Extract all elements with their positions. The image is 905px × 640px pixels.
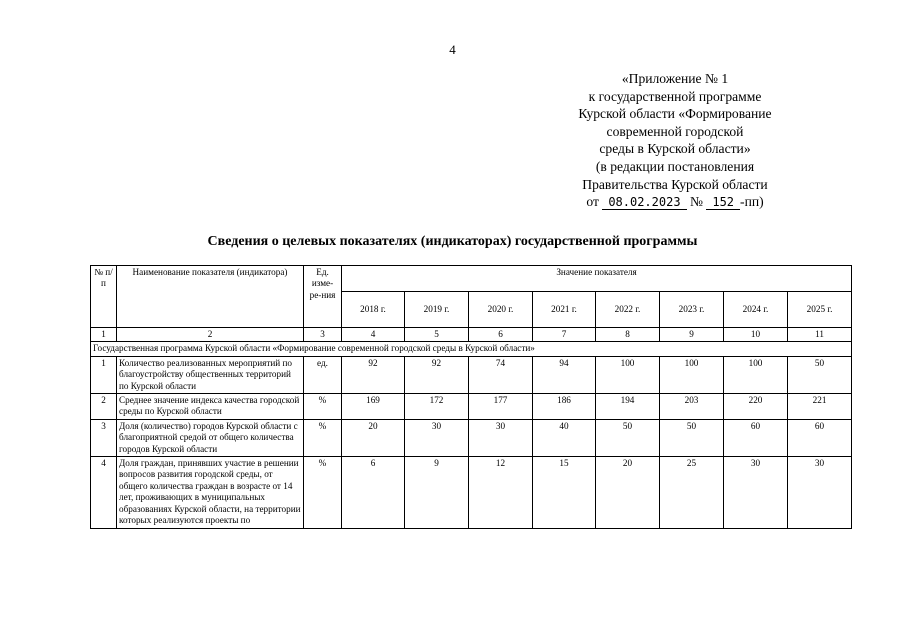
table-row bbox=[91, 419, 852, 456]
appendix-line: (в редакции постановления bbox=[595, 158, 755, 174]
appendix-line: среды в Курской области» bbox=[599, 141, 751, 157]
row-value: 30 bbox=[469, 419, 533, 456]
row-value: 60 bbox=[788, 419, 852, 456]
header-unit: Ед. изме-ре-ния bbox=[304, 266, 342, 328]
header-value-group: Значение показателя bbox=[342, 266, 852, 292]
program-row bbox=[91, 342, 852, 356]
row-value: 177 bbox=[469, 394, 533, 420]
row-value: 203 bbox=[660, 394, 724, 420]
column-number: 6 bbox=[469, 328, 533, 342]
column-number: 1 bbox=[91, 328, 117, 342]
row-value: 25 bbox=[660, 457, 724, 528]
row-num: 4 bbox=[91, 457, 117, 528]
appendix-line: современной городской bbox=[606, 123, 744, 139]
row-num: 1 bbox=[91, 356, 117, 393]
row-unit: % bbox=[304, 457, 342, 528]
header-year: 2020 г. bbox=[469, 292, 533, 328]
row-value: 74 bbox=[469, 356, 533, 393]
column-number: 10 bbox=[724, 328, 788, 342]
row-unit: ед. bbox=[304, 356, 342, 393]
appendix-line: Курской области «Формирование bbox=[578, 106, 772, 122]
row-value: 169 bbox=[342, 394, 405, 420]
row-value: 221 bbox=[788, 394, 852, 420]
row-num: 2 bbox=[91, 394, 117, 420]
row-name: Среднее значение индекса качества городской среды по Курской области bbox=[117, 394, 304, 420]
column-number: 9 bbox=[660, 328, 724, 342]
column-numbers-row bbox=[91, 328, 852, 342]
row-value: 50 bbox=[596, 419, 660, 456]
header-name: Наименование показателя (индикатора) bbox=[117, 266, 304, 328]
row-value: 15 bbox=[533, 457, 596, 528]
appendix-block bbox=[560, 70, 790, 212]
appendix-line: «Приложение № 1 bbox=[621, 71, 729, 86]
number-prefix: № bbox=[689, 194, 703, 210]
row-unit: % bbox=[304, 419, 342, 456]
row-name: Количество реализованных мероприятий по благоустройству общественных территорий по Курской области bbox=[117, 356, 304, 393]
column-number: 11 bbox=[788, 328, 852, 342]
row-num: 3 bbox=[91, 419, 117, 456]
row-value: 194 bbox=[596, 394, 660, 420]
row-value: 9 bbox=[405, 457, 469, 528]
row-value: 100 bbox=[596, 356, 660, 393]
row-value: 50 bbox=[660, 419, 724, 456]
header-year: 2023 г. bbox=[660, 292, 724, 328]
program-title: Государственная программа Курской области «Формирование современной городской среды в Курской области» bbox=[91, 342, 852, 356]
table-row bbox=[91, 457, 852, 528]
column-number: 7 bbox=[533, 328, 596, 342]
page-number: 4 bbox=[449, 42, 456, 57]
number-value: 152 bbox=[706, 195, 740, 210]
column-number: 8 bbox=[596, 328, 660, 342]
row-value: 6 bbox=[342, 457, 405, 528]
row-value: 92 bbox=[342, 356, 405, 393]
header-year: 2018 г. bbox=[342, 292, 405, 328]
row-value: 12 bbox=[469, 457, 533, 528]
row-value: 92 bbox=[405, 356, 469, 393]
header-year: 2022 г. bbox=[596, 292, 660, 328]
row-value: 20 bbox=[596, 457, 660, 528]
row-name: Доля (количество) городов Курской области с благоприятной средой от общего количества городов Курской области bbox=[117, 419, 304, 456]
row-value: 220 bbox=[724, 394, 788, 420]
header-year: 2021 г. bbox=[533, 292, 596, 328]
date-prefix: от bbox=[586, 194, 599, 210]
row-value: 30 bbox=[788, 457, 852, 528]
row-value: 186 bbox=[533, 394, 596, 420]
header-num: № п/п bbox=[91, 266, 117, 328]
column-number: 5 bbox=[405, 328, 469, 342]
appendix-date-line bbox=[560, 193, 790, 212]
row-value: 40 bbox=[533, 419, 596, 456]
row-value: 30 bbox=[405, 419, 469, 456]
row-name: Доля граждан, принявших участие в решении вопросов развития городской среды, от общего количества граждан в возрасте от 14 лет, проживающих в муниципальных образованиях Курской области, на территории которых реализуются проекты по bbox=[117, 457, 304, 528]
row-value: 60 bbox=[724, 419, 788, 456]
column-number: 2 bbox=[117, 328, 304, 342]
row-unit: % bbox=[304, 394, 342, 420]
date-value: 08.02.2023 bbox=[602, 195, 686, 210]
row-value: 50 bbox=[788, 356, 852, 393]
header-year: 2019 г. bbox=[405, 292, 469, 328]
document-title: Сведения о целевых показателях (индикаторах) государственной программы bbox=[207, 234, 698, 249]
number-suffix: -пп) bbox=[740, 194, 764, 210]
row-value: 100 bbox=[660, 356, 724, 393]
row-value: 20 bbox=[342, 419, 405, 456]
row-value: 94 bbox=[533, 356, 596, 393]
table-row bbox=[91, 356, 852, 393]
column-number: 4 bbox=[342, 328, 405, 342]
column-number: 3 bbox=[304, 328, 342, 342]
row-value: 100 bbox=[724, 356, 788, 393]
header-year: 2024 г. bbox=[724, 292, 788, 328]
indicators-table bbox=[90, 265, 852, 529]
row-value: 30 bbox=[724, 457, 788, 528]
row-value: 172 bbox=[405, 394, 469, 420]
appendix-line: к государственной программе bbox=[588, 88, 762, 104]
table-row bbox=[91, 394, 852, 420]
appendix-line: Правительства Курской области bbox=[582, 176, 768, 192]
header-year: 2025 г. bbox=[788, 292, 852, 328]
